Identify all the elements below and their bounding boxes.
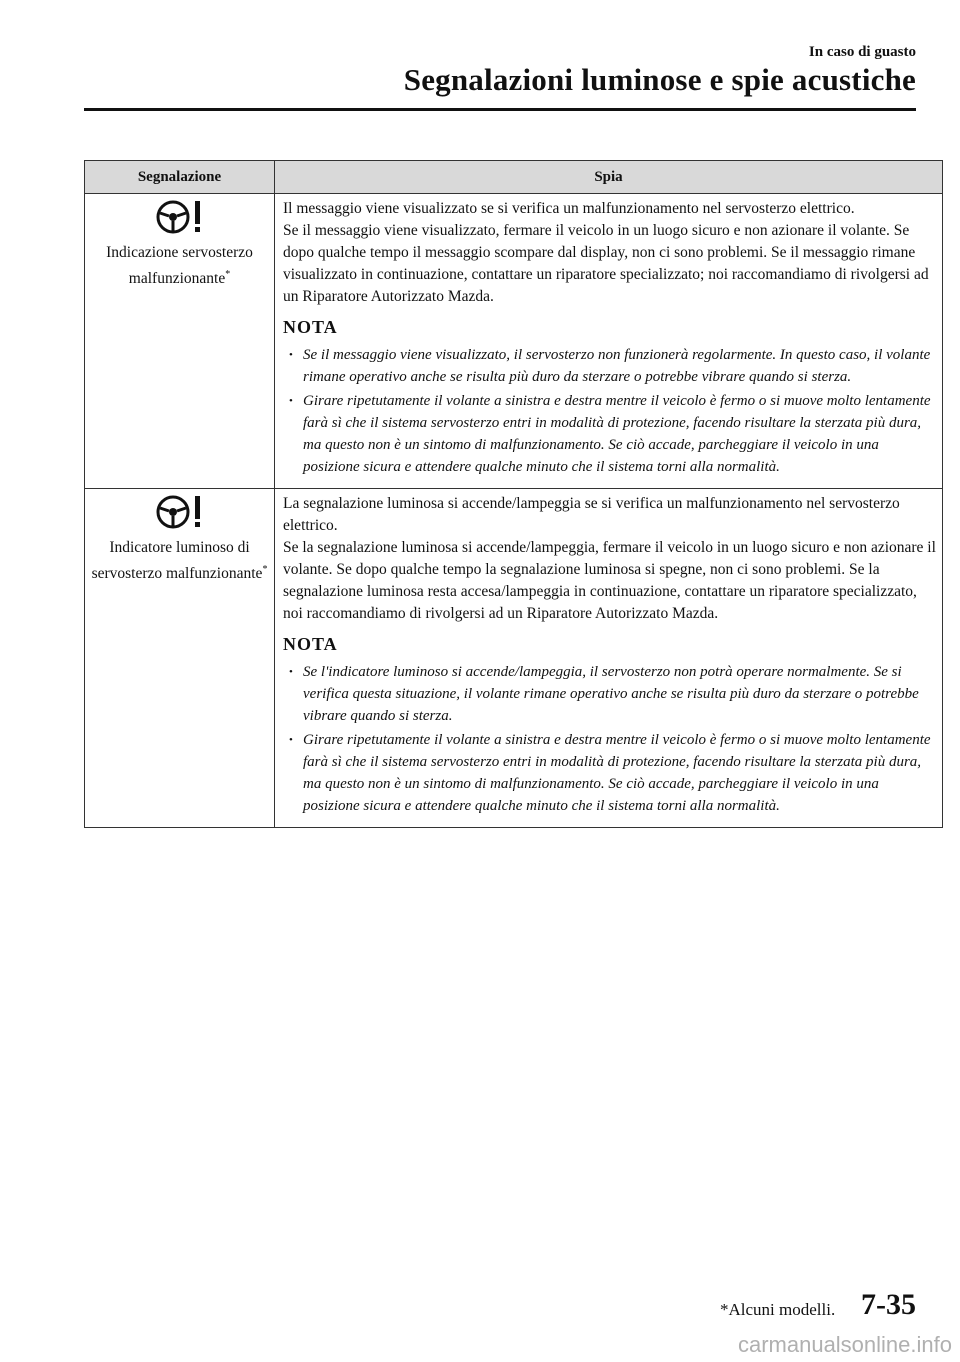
steering-wheel-exclamation-icon — [155, 198, 205, 236]
table-row — [85, 489, 943, 828]
signal-label: Indicazione servosterzo malfunzionante — [106, 244, 253, 288]
nota-item: • Se il messaggio viene visualizzato, il servosterzo non funzionerà regolarmente. In questo caso, il volante rimane operativo anche se risulta più duro da sterzare o potrebbe vibrare quando si sterza. — [283, 344, 936, 388]
description-paragraph: Se la segnalazione luminosa si accende/lampeggia, fermare il veicolo in un luogo sicuro e non azionare il volante. Se dopo qualche tempo la segnalazione luminosa si spegne, non ci sono problemi. Se la segnalazione luminosa resta accesa/lampeggia in continuazione, contattare un riparatore specializzato, noi raccomandiamo di rivolgersi ad un Riparatore Autorizzato Mazda. — [283, 539, 936, 622]
description-paragraph: Il messaggio viene visualizzato se si verifica un malfunzionamento nel servosterzo elettrico. — [283, 200, 855, 217]
description-cell — [275, 194, 943, 489]
signal-cell — [85, 489, 275, 828]
watermark: carmanualsonline.info — [737, 1332, 952, 1357]
footnote: *Alcuni modelli. — [720, 1300, 836, 1319]
page-title: Segnalazioni luminose e spie acustiche — [403, 62, 916, 97]
warning-table — [84, 160, 943, 828]
nota-heading: NOTA — [283, 317, 338, 337]
signal-cell — [85, 194, 275, 489]
description-paragraph: Se il messaggio viene visualizzato, fermare il veicolo in un luogo sicuro e non azionare il volante. Se dopo qualche tempo il messaggio scompare dal display, non ci sono problemi. Se il messaggio rimane visualizzato in continuazione, contattare un riparatore specializzato; noi raccomandiamo di rivolgersi ad un Riparatore Autorizzato Mazda. — [283, 222, 929, 305]
signal-label: Indicatore luminoso di servosterzo malfunzionante — [91, 539, 263, 583]
description-cell — [275, 489, 943, 828]
section-title: In caso di guasto — [808, 44, 916, 60]
nota-heading: NOTA — [283, 634, 338, 654]
header-divider — [84, 108, 916, 111]
nota-list — [283, 661, 936, 817]
model-marker: * — [262, 564, 268, 575]
nota-item: • Girare ripetutamente il volante a sinistra e destra mentre il veicolo è fermo o si muove molto lentamente farà sì che il sistema servosterzo entri in modalità di protezione, facendo risultare la sterzata più dura, ma questo non è un sintomo di malfunzionamento. Se ciò accade, parcheggiare il veicolo in una posizione sicura e attendere qualche minuto che il sistema torni alla normalità. — [283, 390, 936, 478]
description-paragraph: La segnalazione luminosa si accende/lampeggia se si verifica un malfunzionamento nel servosterzo elettrico. — [283, 495, 900, 534]
page-number: 7-35 — [861, 1288, 916, 1321]
table-header-row — [85, 161, 943, 194]
nota-item: • Girare ripetutamente il volante a sinistra e destra mentre il veicolo è fermo o si muove molto lentamente farà sì che il sistema servosterzo entri in modalità di protezione, facendo risultare la sterzata più dura, ma questo non è un sintomo di malfunzionamento. Se ciò accade, parcheggiare il veicolo in una posizione sicura e attendere qualche minuto che il sistema torni alla normalità. — [283, 729, 936, 817]
column-header-signal: Segnalazione — [85, 161, 275, 194]
table-row — [85, 194, 943, 489]
nota-list — [283, 344, 936, 478]
steering-wheel-exclamation-icon — [155, 493, 205, 531]
model-marker: * — [225, 269, 231, 280]
nota-item: • Se l'indicatore luminoso si accende/lampeggia, il servosterzo non potrà operare normalmente. Se si verifica questa situazione, il volante rimane operativo anche se risulta più duro da sterzare o potrebbe vibrare quando si sterza. — [283, 661, 936, 727]
column-header-description: Spia — [275, 161, 943, 194]
